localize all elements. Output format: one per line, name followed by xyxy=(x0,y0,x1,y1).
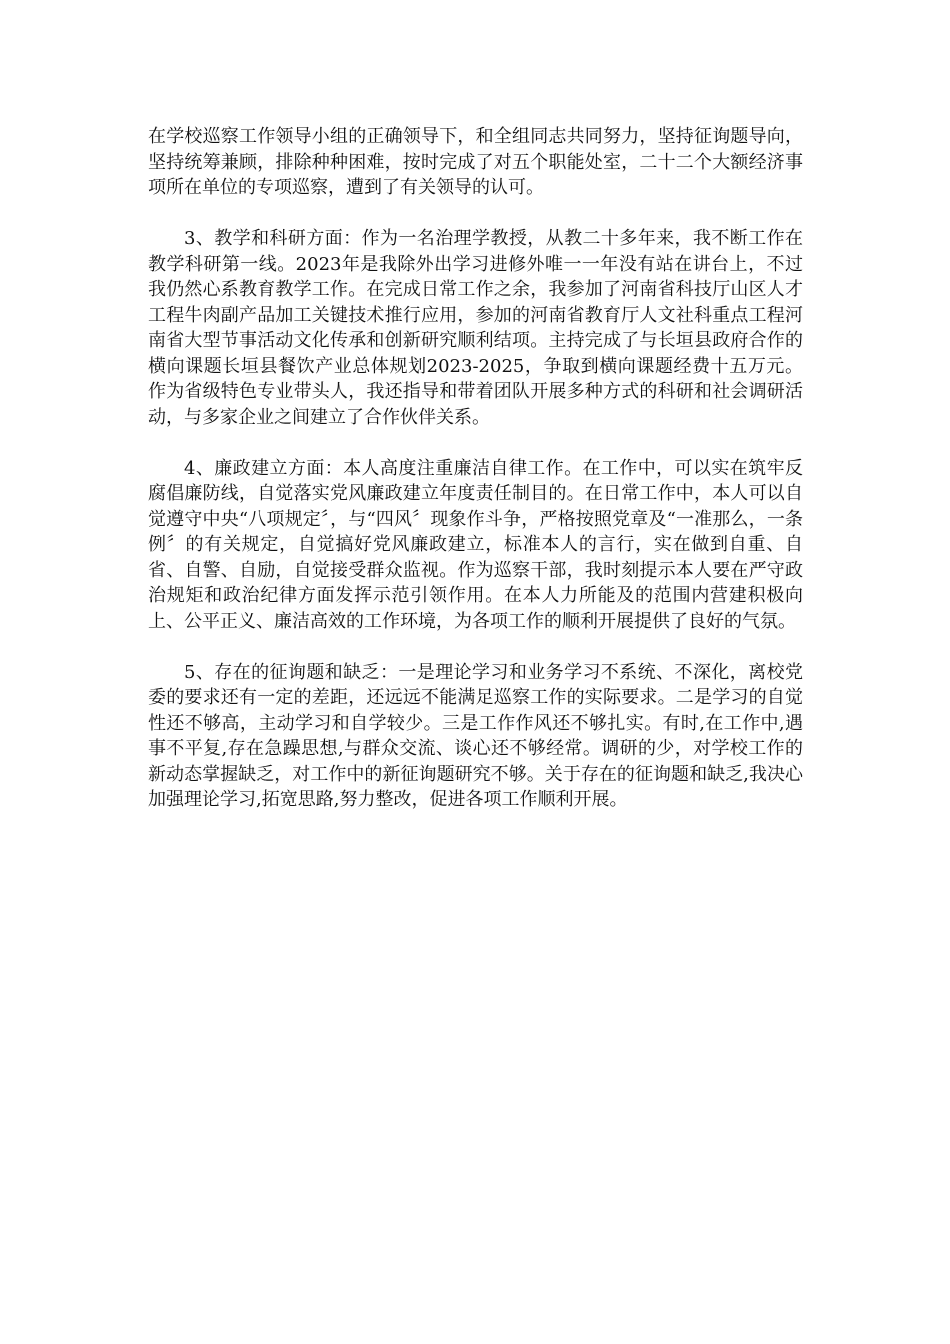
paragraph-integrity-building: 4、廉政建立方面：本人高度注重廉洁自律工作。在工作中，可以实在筑牢反腐倡廉防线，自觉落实党风廉政建立年度责任制目的。在日常工作中，本人可以自觉遵守中央“八项规定〞，与“四风〞现象作斗争，严格按照党章及“一准那么，一条例〞的有关规定，自觉搞好党风廉政建立，标准本人的言行，实在做到自重、自省、自警、自励，自觉接受群众监视。作为巡察干部，我时刻提示本人要在严守政治规矩和政治纪律方面发挥示范引领作用。在本人力所能及的范围内营建积极向上、公平正义、廉洁高效的工作环境，为各项工作的顺利开展提供了良好的气氛。 xyxy=(148,457,803,632)
paragraph-problems-shortcomings: 5、存在的征询题和缺乏：一是理论学习和业务学习不系统、不深化，离校党委的要求还有一定的差距，还远远不能满足巡察工作的实际要求。二是学习的自觉性还不够高，主动学习和自学较少。三是工作作风还不够扎实。有时,在工作中,遇事不平复,存在急躁思想,与群众交流、谈心还不够经常。调研的少，对学校工作的新动态掌握缺乏，对工作中的新征询题研究不够。关于存在的征询题和缺乏,我决心加强理论学习,拓宽思路,努力整改，促进各项工作顺利开展。 xyxy=(148,661,803,810)
document-body xyxy=(148,124,803,838)
paragraph-teaching-research: 3、教学和科研方面：作为一名治理学教授，从教二十多年来，我不断工作在教学科研第一线。2023年是我除外出学习进修外唯一一年没有站在讲台上，不过我仍然心系教育教学工作。在完成日常工作之余，我参加了河南省科技厅山区人才工程牛肉副产品加工关键技术推行应用，参加的河南省教育厅人文社科重点工程河南省大型节事活动文化传承和创新研究顺利结项。主持完成了与长垣县政府合作的横向课题长垣县餐饮产业总体规划2023-2025，争取到横向课题经费十五万元。作为省级特色专业带头人，我还指导和带着团队开展多种方式的科研和社会调研活动，与多家企业之间建立了合作伙伴关系。 xyxy=(148,228,803,428)
paragraph-inspection-summary: 在学校巡察工作领导小组的正确领导下，和全组同志共同努力，坚持征询题导向，坚持统筹兼顾，排除种种困难，按时完成了对五个职能处室，二十二个大额经济事项所在单位的专项巡察，遭到了有关领导的认可。 xyxy=(148,126,803,198)
